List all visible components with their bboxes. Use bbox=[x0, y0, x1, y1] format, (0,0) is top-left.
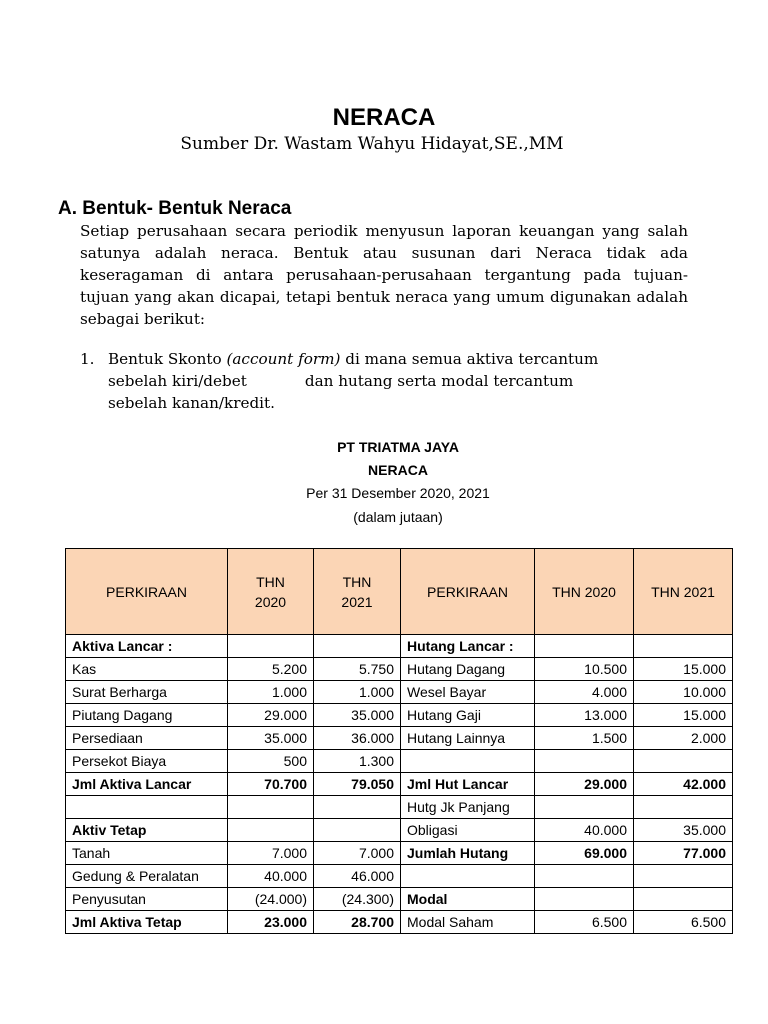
list-line-2 bbox=[108, 370, 698, 392]
table-row bbox=[66, 842, 733, 865]
cell-right-2020: 13.000 bbox=[535, 704, 634, 727]
cell-right-account: Modal Saham bbox=[401, 911, 535, 934]
cell-left-2020: 5.200 bbox=[228, 658, 314, 681]
table-row bbox=[66, 796, 733, 819]
cell-left-account bbox=[66, 796, 228, 819]
cell-left-account: Surat Berharga bbox=[66, 681, 228, 704]
cell-right-account: Modal bbox=[401, 888, 535, 911]
cell-left-2020 bbox=[228, 819, 314, 842]
cell-left-2021: 1.300 bbox=[314, 750, 401, 773]
cell-right-2020: 40.000 bbox=[535, 819, 634, 842]
table-row bbox=[66, 773, 733, 796]
section-a-paragraph: Setiap perusahaan secara periodik menyusun laporan keuangan yang salah satunya adalah neraca. Bentuk atau susunan dari Neraca tidak ada keseragaman di antara perusahaan-perusahaan tergantung pada tujuan-tujuan yang akan dicapai, tetapi bentuk neraca yang umum digunakan adalah sebagai berikut: bbox=[80, 222, 688, 328]
cell-left-2021: 5.750 bbox=[314, 658, 401, 681]
section-a-heading: A. Bentuk- Bentuk Neraca bbox=[58, 198, 292, 219]
report-units: (dalam jutaan) bbox=[353, 509, 443, 525]
cell-right-account bbox=[401, 865, 535, 888]
table-row bbox=[66, 681, 733, 704]
table-row bbox=[66, 865, 733, 888]
cell-right-2021 bbox=[634, 888, 733, 911]
cell-left-account: Aktiva Lancar : bbox=[66, 635, 228, 658]
cell-right-2020 bbox=[535, 750, 634, 773]
table-row bbox=[66, 750, 733, 773]
cell-left-2020 bbox=[228, 796, 314, 819]
table-row bbox=[66, 704, 733, 727]
cell-right-account: Jumlah Hutang bbox=[401, 842, 535, 865]
list-line-3: sebelah kanan/kredit. bbox=[108, 394, 275, 412]
cell-left-2020: (24.000) bbox=[228, 888, 314, 911]
cell-right-2020 bbox=[535, 635, 634, 658]
cell-left-2020: 7.000 bbox=[228, 842, 314, 865]
cell-right-2020: 69.000 bbox=[535, 842, 634, 865]
cell-right-2021: 77.000 bbox=[634, 842, 733, 865]
header-right-account: PERKIRAAN bbox=[401, 549, 535, 635]
cell-right-2020: 10.500 bbox=[535, 658, 634, 681]
list-line-2-a: sebelah kiri/debet bbox=[108, 372, 247, 390]
source-citation: Sumber Dr. Wastam Wahyu Hidayat,SE.,MM bbox=[180, 134, 564, 154]
cell-left-2020 bbox=[228, 635, 314, 658]
cell-left-account: Persekot Biaya bbox=[66, 750, 228, 773]
report-company: PT TRIATMA JAYA bbox=[337, 439, 459, 455]
cell-left-account: Kas bbox=[66, 658, 228, 681]
cell-right-account: Hutang Lancar : bbox=[401, 635, 535, 658]
table-row bbox=[66, 658, 733, 681]
header-left-2020: THN 2020 bbox=[228, 549, 314, 635]
table-row bbox=[66, 727, 733, 750]
cell-left-account: Piutang Dagang bbox=[66, 704, 228, 727]
cell-left-2020: 500 bbox=[228, 750, 314, 773]
cell-right-2021 bbox=[634, 865, 733, 888]
document-title: NERACA bbox=[332, 104, 436, 131]
table-row bbox=[66, 888, 733, 911]
cell-left-2021 bbox=[314, 635, 401, 658]
list-body bbox=[108, 348, 698, 414]
cell-right-account bbox=[401, 750, 535, 773]
cell-right-account: Obligasi bbox=[401, 819, 535, 842]
cell-right-2021 bbox=[634, 750, 733, 773]
cell-right-2021: 2.000 bbox=[634, 727, 733, 750]
cell-right-account: Hutang Dagang bbox=[401, 658, 535, 681]
header-left-2021: THN 2021 bbox=[314, 549, 401, 635]
cell-left-2021 bbox=[314, 819, 401, 842]
list-number: 1. bbox=[80, 350, 95, 368]
list-line-1-end: di mana semua aktiva tercantum bbox=[340, 350, 599, 368]
table-row bbox=[66, 635, 733, 658]
cell-left-2021: 1.000 bbox=[314, 681, 401, 704]
cell-right-2020 bbox=[535, 796, 634, 819]
cell-right-2021: 15.000 bbox=[634, 658, 733, 681]
cell-left-2020: 40.000 bbox=[228, 865, 314, 888]
cell-right-2020: 6.500 bbox=[535, 911, 634, 934]
cell-right-account: Hutang Lainnya bbox=[401, 727, 535, 750]
cell-right-account: Jml Hut Lancar bbox=[401, 773, 535, 796]
cell-right-2021 bbox=[634, 635, 733, 658]
cell-right-2021: 42.000 bbox=[634, 773, 733, 796]
list-line-1 bbox=[108, 348, 698, 370]
cell-left-2021: 79.050 bbox=[314, 773, 401, 796]
cell-left-2021: 36.000 bbox=[314, 727, 401, 750]
cell-left-account: Jml Aktiva Lancar bbox=[66, 773, 228, 796]
cell-left-account: Jml Aktiva Tetap bbox=[66, 911, 228, 934]
cell-right-2020 bbox=[535, 888, 634, 911]
cell-right-2021: 15.000 bbox=[634, 704, 733, 727]
cell-left-2021: 35.000 bbox=[314, 704, 401, 727]
cell-right-account: Hutang Gaji bbox=[401, 704, 535, 727]
cell-left-2020: 35.000 bbox=[228, 727, 314, 750]
table-row bbox=[66, 911, 733, 934]
cell-left-2020: 29.000 bbox=[228, 704, 314, 727]
table-header-row bbox=[66, 549, 733, 635]
cell-left-account: Penyusutan bbox=[66, 888, 228, 911]
cell-left-account: Gedung & Peralatan bbox=[66, 865, 228, 888]
cell-right-2021: 35.000 bbox=[634, 819, 733, 842]
cell-right-2021: 6.500 bbox=[634, 911, 733, 934]
header-right-2021: THN 2021 bbox=[634, 549, 733, 635]
cell-left-2020: 70.700 bbox=[228, 773, 314, 796]
table-row bbox=[66, 819, 733, 842]
cell-left-2021: 7.000 bbox=[314, 842, 401, 865]
cell-left-2021 bbox=[314, 796, 401, 819]
cell-left-account: Tanah bbox=[66, 842, 228, 865]
header-left-account: PERKIRAAN bbox=[66, 549, 228, 635]
cell-right-2020: 29.000 bbox=[535, 773, 634, 796]
list-line-2-b: dan hutang serta modal tercantum bbox=[304, 372, 574, 390]
cell-left-account: Aktiv Tetap bbox=[66, 819, 228, 842]
report-date: Per 31 Desember 2020, 2021 bbox=[306, 485, 490, 501]
cell-right-2020 bbox=[535, 865, 634, 888]
list-line-1-start: Bentuk Skonto bbox=[108, 350, 227, 368]
cell-right-account: Wesel Bayar bbox=[401, 681, 535, 704]
cell-right-2020: 1.500 bbox=[535, 727, 634, 750]
cell-left-2021: 46.000 bbox=[314, 865, 401, 888]
cell-right-2021 bbox=[634, 796, 733, 819]
cell-right-account: Hutg Jk Panjang bbox=[401, 796, 535, 819]
list-line-1-italic: (account form) bbox=[226, 350, 341, 368]
cell-right-2021: 10.000 bbox=[634, 681, 733, 704]
cell-left-2020: 1.000 bbox=[228, 681, 314, 704]
cell-right-2020: 4.000 bbox=[535, 681, 634, 704]
cell-left-2020: 23.000 bbox=[228, 911, 314, 934]
cell-left-2021: (24.300) bbox=[314, 888, 401, 911]
cell-left-2021: 28.700 bbox=[314, 911, 401, 934]
cell-left-account: Persediaan bbox=[66, 727, 228, 750]
header-right-2020: THN 2020 bbox=[535, 549, 634, 635]
balance-sheet-table bbox=[65, 548, 733, 934]
report-name: NERACA bbox=[368, 462, 428, 478]
